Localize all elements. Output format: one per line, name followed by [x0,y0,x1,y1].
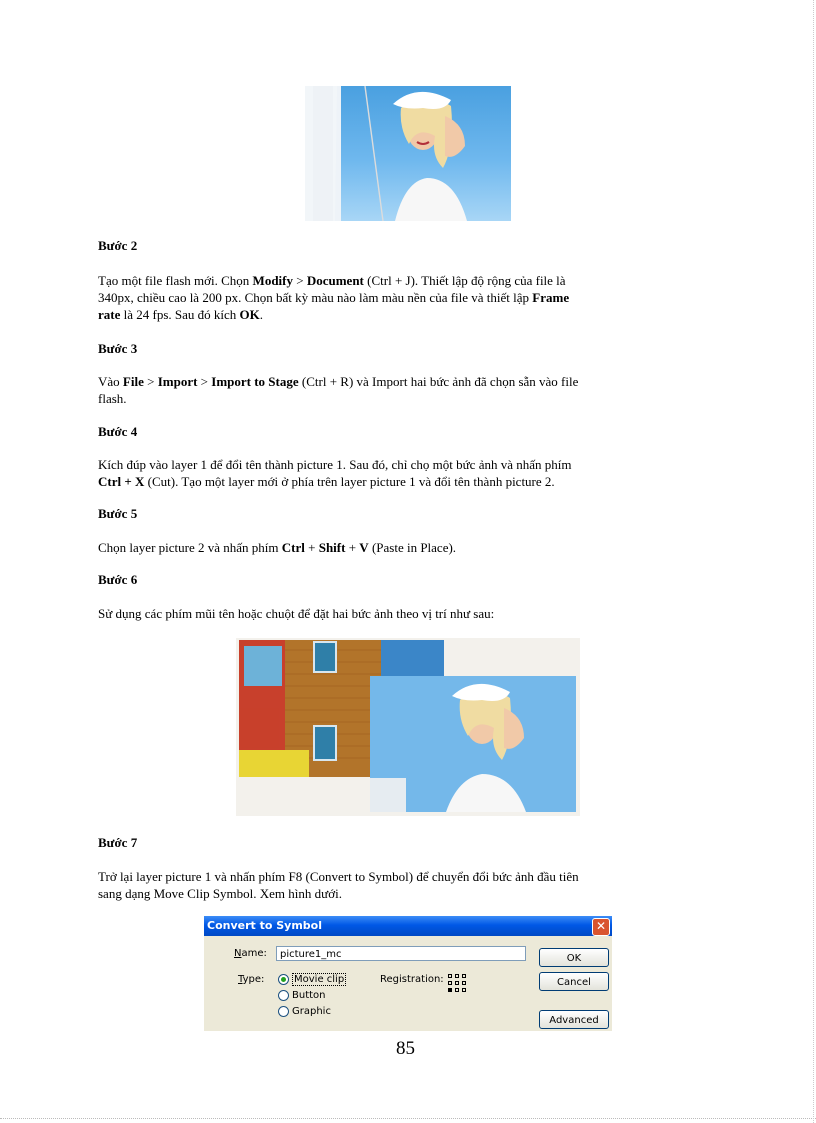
movie-clip-label: Movie clip [294,974,345,985]
step-7-heading: Bước 7 [98,835,138,850]
dialog-title: Convert to Symbol [207,919,323,932]
close-icon[interactable]: ✕ [592,918,610,936]
page-number: 85 [396,1038,415,1059]
convert-to-symbol-dialog [204,916,612,1031]
dialog-title-bar [204,916,612,936]
woman-photo [305,86,511,221]
step-3-heading: Bước 3 [98,341,138,356]
step-7-text: Trở lại layer picture 1 và nhấn phím F8 (Convert to Symbol) để chuyển đổi bức ảnh đầu tiên sang dạng Move Clip Symbol. Xem hình dưới. [98,869,579,901]
step-5-heading: Bước 5 [98,506,138,521]
step-6-heading: Bước 6 [98,572,138,587]
step-5-text: Chọn layer picture 2 và nhấn phím Ctrl + Shift + V (Paste in Place). [98,540,457,555]
woman-photo-illustration [305,86,511,221]
advanced-button[interactable]: Advanced [539,1010,609,1029]
step-2-text: Tạo một file flash mới. Chọn Modify > Document (Ctrl + J). Thiết lập độ rộng của file là 340px, chiều cao là 200 px. Chọn bất kỳ màu nào làm màu nền của file và thiết lập Frame rate là 24 fps. Sau đó kích OK. [98,273,570,322]
step-6-text: Sử dụng các phím mũi tên hoặc chuột để đặt hai bức ảnh theo vị trí như sau: [98,606,495,621]
page-footer-divider [0,1118,816,1119]
name-label: Name: [234,948,267,959]
ok-button[interactable]: OK [539,948,609,967]
type-label: Type: [238,974,265,985]
graphic-radio[interactable] [278,1006,289,1017]
step-3-text: Vào File > Import > Import to Stage (Ctrl + R) và Import hai bức ảnh đã chọn sẵn vào file flash. [98,374,579,406]
registration-grid-icon[interactable] [448,974,466,992]
movie-clip-radio[interactable] [278,974,289,985]
graphic-label: Graphic [292,1006,331,1017]
button-radio[interactable] [278,990,289,1001]
cancel-button[interactable]: Cancel [539,972,609,991]
composite-photo [236,638,580,816]
step-4-text: Kích đúp vào layer 1 để đổi tên thành picture 1. Sau đó, chỉ chọ một bức ảnh và nhấn phím Ctrl + X (Cut). Tạo một layer mới ở phía trên layer picture 1 và đổi tên thành picture 2. [98,457,572,489]
name-input[interactable]: picture1_mc [276,946,526,961]
step-2-heading: Bước 2 [98,238,138,253]
button-label: Button [292,990,326,1001]
registration-label: Registration: [380,974,444,985]
step-4-heading: Bước 4 [98,424,138,439]
composite-photo-illustration [236,638,580,816]
